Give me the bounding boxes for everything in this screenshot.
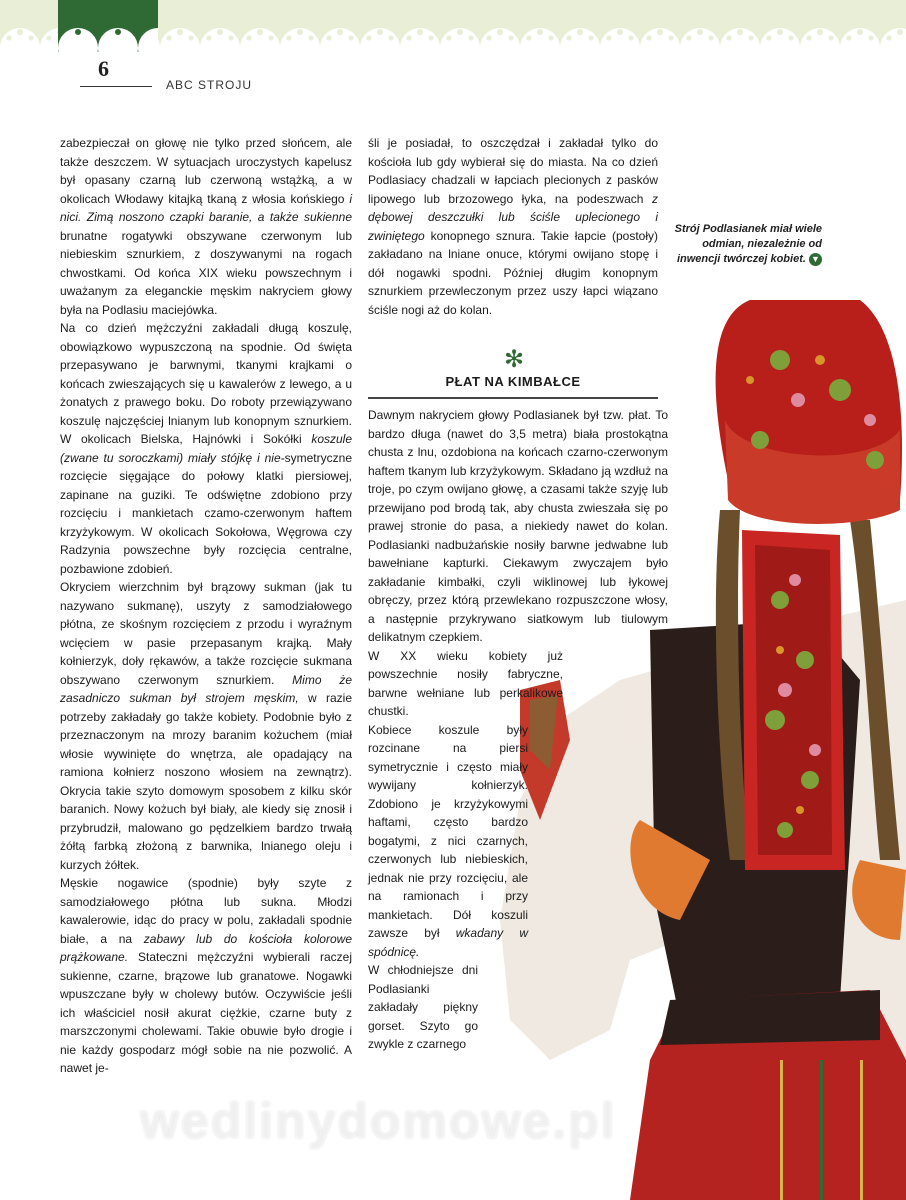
chevron-down-icon: ▼ [809, 253, 822, 266]
text-column-1 [60, 134, 352, 1078]
paragraph: Kobiece koszule były rozcinane na piersi symetrycznie i często miały wywijany kołnierzyk. Zdobiono je krzyżykowymi haftami, często bardzo bogatymi, z nici czarnych, czerwonych lub niebieskich, jednak nie przy rozcięciu, ale na ramionach i przy mankietach. Dół koszuli zawsze był wkadany w spódnicę. [368, 722, 528, 959]
paragraph: W chłodniejsze dni Podlasianki zakładały piękny gorset. Szyto go zwykle z czarnego [368, 963, 478, 1051]
subheading: PŁAT NA KIMBAŁCE [445, 374, 581, 389]
watermark: wedlinydomowe.pl [140, 1093, 617, 1149]
page-number: 6 [98, 56, 109, 81]
paragraph: Męskie nogawice (spodnie) były szyte z samodziałowego płótna lub sukna. Młodzi kawalerowie, idąc do pracy w polu, zakładali spodnie białe, a na zabawy lub do kościoła kolorowe prążkowane. Stateczni mężczyźni wybierali raczej sukienne, czarne, brązowe lub granatowe. Nogawki wpuszczane były w cholewy butów. Oczywiście jeśli ich właściciel nosił akurat ciężkie, czarne buty z marszczonymi cholewami. Takie obuwie było drogie i nie każdy gospodarz mógł sobie na nie pozwolić. A nawet je- [60, 876, 353, 1075]
text-column-2-top [368, 134, 658, 319]
paragraph: zabezpieczał on głowę nie tylko przed słońcem, ale także deszczem. W sytuacjach uroczystych kapelusz był opasany czarną lub czerwoną wstążką, a w okolicach Włodawy kitajką tkaną z włosia końskiego i nici. Zimą noszono czapki baranie, a także sukienne brunatne rogatywki obszywane czerwonym lub niebieskim sznurkiem, z doszywanymi na rogach chwostkami. Od końca XIX wieku powszechnym i uważanym za eleganckie męskim nakryciem głowy była na Podlasiu maciejówka. [60, 136, 352, 317]
lace-border-green [58, 20, 158, 60]
paragraph: śli je posiadał, to oszczędzał i zakładał tylko do kościoła lub gdy wybierał się do miasta. Na co dzień Podlasiacy chadzali w łapciach plecionych z pasków lipowego lub brzozowego łyka, na podeszwach z dębowej deszczułki lub ściśle uplecionego i zwiniętego konopnego sznura. Takie łapcie (postoły) zakładano na lniane onuce, którymi owijano stopę i dół nogawki spodni. Później długim konopnym sznurkiem przewleczonym przez uszy łapci wiązano ściśle nogi aż do kolan. [368, 136, 658, 317]
paragraph: Okryciem wierzchnim był brązowy sukman (jak tu nazywano sukmanę), uszyty z samodziałowego płótna, ze skośnym rozcięciem z przodu i wyraźnym wcięciem w pasie przepasanym krajką. Mały kołnierzyk, doły rękawów, a także rozcięcie sukmana obszywano czerwonym sznurkiem. Mimo że zasadniczo sukman był strojem męskim, w razie potrzeby zakładały go także kobiety. Podobnie było z przeznaczonym na mrozy baranim kożuchem (miał włosie wywinięte do wnętrza, ale opadający na ramiona kołnierz noszono włosiem na zewnątrz). Okrycia takie szyto domowym sposobem z kilku skór baranich. Nowy kożuch był biały, ale kiedy się znosił i przybrudził, malowano go pędzelkiem bardzo trwałą żółtą farbką złożoną z barwnika, lnianego oleju i kurzych żółtek. [60, 580, 352, 872]
caption-text: Strój Podlasianek miał wiele odmian, niezależnie od inwencji twórczej kobiet. [674, 223, 822, 265]
paragraph: W XX wieku kobiety już powszechnie nosiły fabryczne, barwne wełniane lub perkalikowe chustki. [368, 648, 563, 718]
flower-ornament-icon: ✻ [504, 346, 525, 373]
paragraph: Dawnym nakryciem głowy Podlasianek był tzw. płat. To bardzo długa (nawet do 3,5 metra) biała prostokątna chusta z lnu, ozdobiona na końcach czarno-czerwonym haftem tkanym lub krzyżykowym. Składano ją wzdłuż na troje, po czym owijano głowę, a czasami także szyję lub przewijano pod brodą tak, aby chusta zwieszała się po prawej stronie do pasa, a niekiedy nawet do kolan. Podlasianki nadbużańskie nosiły barwne jedwabne lub bawełniane kapturki. Ciekawym zwyczajem było zakładanie kimbałki, czyli wiklinowej lub łykowej obręczy, przez którą przewlekano rozpuszczone włosy, a następnie przykrywano siatkowym lub tiulowym delikatnym czepkiem. [368, 408, 668, 644]
section-title: ABC STROJU [166, 78, 253, 92]
header-rule [80, 86, 152, 87]
paragraph: Na co dzień mężczyźni zakładali długą koszulę, obowiązkowo wypuszczoną na spodnie. Od święta przepasywano je barwnymi, tkanymi krajkami o końcach zwieszających się u kawalerów z lewego, a u żonatych z prawego boku. Do roboty przewiązywano koszulę najczęściej lnianym lub konopnym sznurkiem. W okolicach Bielska, Hajnówki i Sokółki koszule (zwane tu soroczkami) miały stójkę i nie-symetryczne rozcięcie sięgające do połowy klatki piersiowej, zapinane na guziki. Te odświętne zdobiono przy rozcięciu i mankietach czamo-czerwonym haftem krzyżykowym. W okolicach Sokołowa, Węgrowa czy Radzynia powszechne były rozcięcia centralne, pozbawione zdobień. [60, 321, 352, 576]
photo-caption [672, 222, 822, 267]
text-column-2-bottom [368, 406, 668, 1054]
